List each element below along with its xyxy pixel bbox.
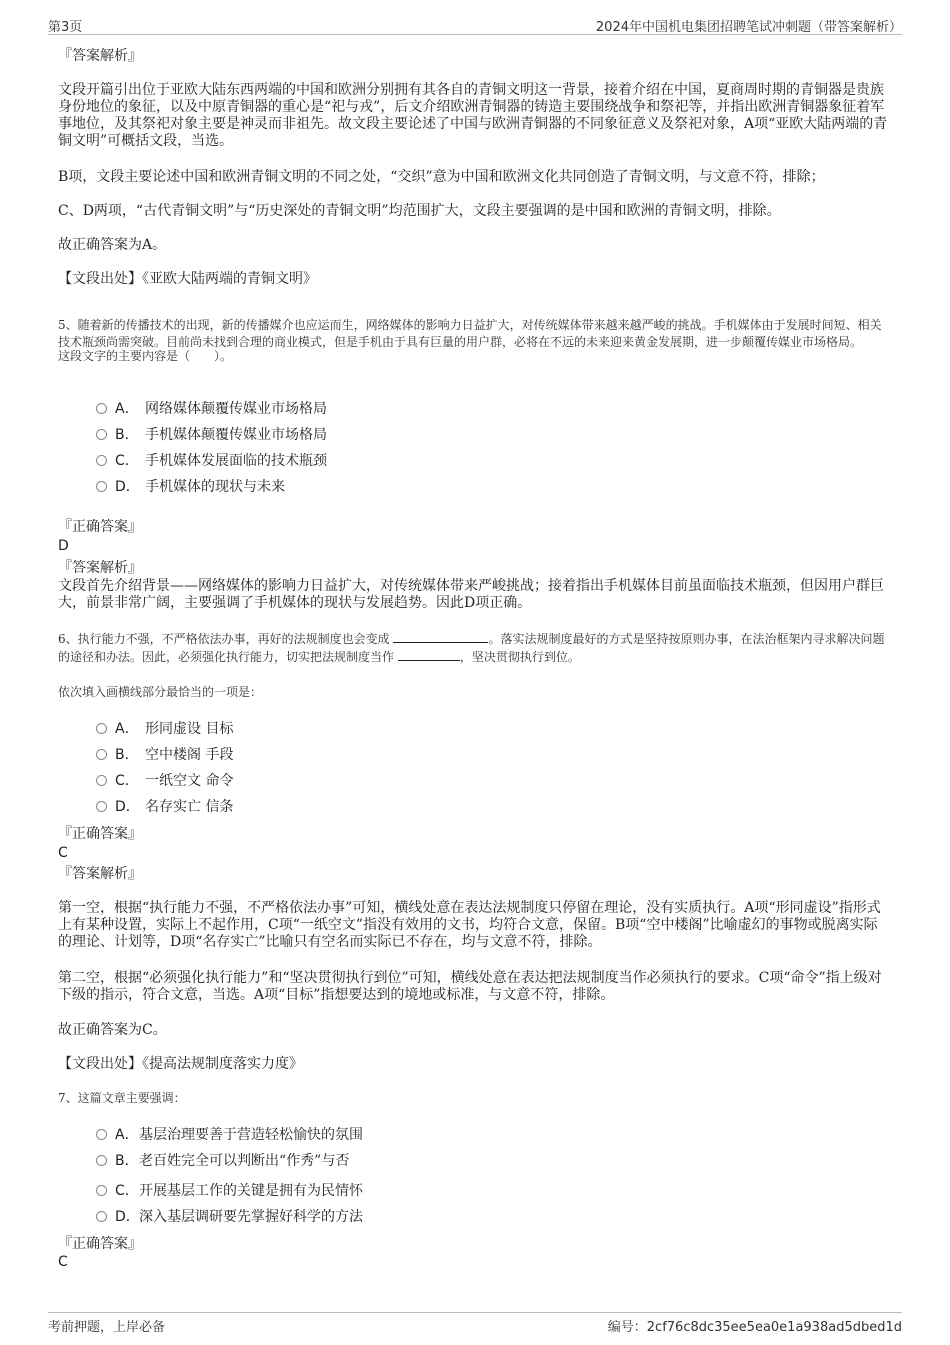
radio-icon[interactable] [96,1129,107,1140]
q5-stem: 5、随着新的传播技术的出现，新的传播媒介也应运而生，网络媒体的影响力日益扩大，对传统媒体带来越来越严峻的挑战。手机媒体由于发展时间短、相关技术瓶颈尚需突破。目前尚未找到合理的商业模式，但是手机由于具有巨量的用户群，必将在不远的未来迎来黄金发展期，进一步颠覆传媒业市场格局。 [58,318,882,349]
q6-option-d[interactable]: D． 名存实亡 信条 [96,798,233,816]
radio-icon[interactable] [96,723,107,734]
q6-stem: 6、执行能力不强，不严格依法办事，再好的法规制度也会变成 。落实法规制度最好的方式是坚持按原则办事，在法治框架内寻求解决问题的途径和办法。因此，必须强化执行能力，切实把法规制度当作 ，坚决贯彻执行到位。 [58,632,885,664]
q4-conclusion: 故正确答案为A。 [58,237,167,253]
q4-analysis-label: 『答案解析』 [58,48,142,64]
q7-option-b[interactable]: B．老百姓完全可以判断出“作秀”与否 [96,1152,349,1170]
q6-blank-1 [393,630,488,643]
radio-icon[interactable] [96,1185,107,1196]
q4-analysis-p1: 文段开篇引出位于亚欧大陆东西两端的中国和欧洲分别拥有其各自的青铜文明这一背景，接着介绍在中国，夏商周时期的青铜器是贵族身份地位的象征，以及中原青铜器的重心是“祀与戎”，后文介绍欧洲青铜器的铸造主要围绕战争和祭祀等，并指出欧洲青铜器象征着军事地位，及其祭祀对象主要是神灵而非祖先。故文段主要论述了中国与欧洲青铜器的不同象征意义及祭祀对象，A项“亚欧大陆两端的青铜文明”可概括文段，当选。 [58,82,888,149]
q5-option-b[interactable]: B． 手机媒体颠覆传媒业市场格局 [96,426,327,444]
q6-analysis-label: 『答案解析』 [58,866,142,882]
q7-answer-label: 『正确答案』 [58,1236,142,1252]
page-number: 第3页 [48,20,83,35]
q5-prompt: 这段文字的主要内容是（ ）。 [58,349,233,363]
q6-option-a[interactable]: A． 形同虚设 目标 [96,720,233,738]
radio-icon[interactable] [96,775,107,786]
page-footer [48,1312,902,1335]
radio-icon[interactable] [96,403,107,414]
q7-stem: 7、这篇文章主要强调： [58,1091,186,1105]
q6-blank-2 [398,648,460,661]
q4-analysis-p3: C、D两项，“古代青铜文明”与“历史深处的青铜文明”均范围扩大，文段主要强调的是中国和欧洲的青铜文明，排除。 [58,203,781,219]
q6-option-c[interactable]: C． 一纸空文 命令 [96,772,233,790]
q7-option-a[interactable]: A．基层治理要善于营造轻松愉快的氛围 [96,1126,363,1144]
q5-analysis-label: 『答案解析』 [58,560,142,576]
radio-icon[interactable] [96,749,107,760]
q6-conclusion: 故正确答案为C。 [58,1022,167,1038]
radio-icon[interactable] [96,455,107,466]
q4-source: 【文段出处】《亚欧大陆两端的青铜文明》 [58,271,317,287]
q7-option-c[interactable]: C．开展基层工作的关键是拥有为民情怀 [96,1182,363,1200]
q5-option-c[interactable]: C． 手机媒体发展面临的技术瓶颈 [96,452,327,470]
q5-option-a[interactable]: A． 网络媒体颠覆传媒业市场格局 [96,400,327,418]
page-header [48,16,902,35]
document-title: 2024年中国机电集团招聘笔试冲刺题（带答案解析） [595,20,902,35]
q7-answer: C [58,1254,68,1270]
q6-answer: C [58,845,68,861]
q6-analysis-p1: 第一空，根据“执行能力不强，不严格依法办事”可知，横线处意在表达法规制度只停留在理论，没有实质执行。A项“形同虚设”指形式上有某种设置，实际上不起作用，C项“一纸空文”指没有效用的文书，均符合文意，保留。B项“空中楼阁”比喻虚幻的事物或脱离实际的理论、计划等，D项“名存实亡”比喻只有空名而实际已不存在，均与文意不符，排除。 [58,900,881,950]
q5-option-d[interactable]: D． 手机媒体的现状与未来 [96,478,285,496]
radio-icon[interactable] [96,1155,107,1166]
q5-answer: D [58,538,69,554]
q5-answer-label: 『正确答案』 [58,519,142,535]
document-id: 编号：2cf76c8dc35ee5ea0e1a938ad5dbed1d [607,1320,902,1335]
q7-option-d[interactable]: D．深入基层调研要先掌握好科学的方法 [96,1208,363,1226]
radio-icon[interactable] [96,801,107,812]
footer-slogan: 考前押题，上岸必备 [48,1320,166,1335]
radio-icon[interactable] [96,481,107,492]
radio-icon[interactable] [96,1211,107,1222]
q6-source: 【文段出处】《提高法规制度落实力度》 [58,1056,303,1072]
q6-prompt: 依次填入画横线部分最恰当的一项是： [58,685,263,699]
q6-option-b[interactable]: B． 空中楼阁 手段 [96,746,233,764]
q6-answer-label: 『正确答案』 [58,826,142,842]
q6-analysis-p2: 第二空，根据“必须强化执行能力”和“坚决贯彻执行到位”可知，横线处意在表达把法规制度当作必须执行的要求。C项“命令”指上级对下级的指示，符合文意，当选。A项“目标”指想要达到的境地或标准，与文意不符，排除。 [58,970,882,1003]
radio-icon[interactable] [96,429,107,440]
q4-analysis-p2: B项，文段主要论述中国和欧洲青铜文明的不同之处，“交织”意为中国和欧洲文化共同创造了青铜文明，与文意不符，排除； [58,169,825,185]
q5-analysis: 文段首先介绍背景——网络媒体的影响力日益扩大，对传统媒体带来严峻挑战；接着指出手机媒体目前虽面临技术瓶颈，但因用户群巨大，前景非常广阔，主要强调了手机媒体的现状与发展趋势。因此D项正确。 [58,578,884,611]
